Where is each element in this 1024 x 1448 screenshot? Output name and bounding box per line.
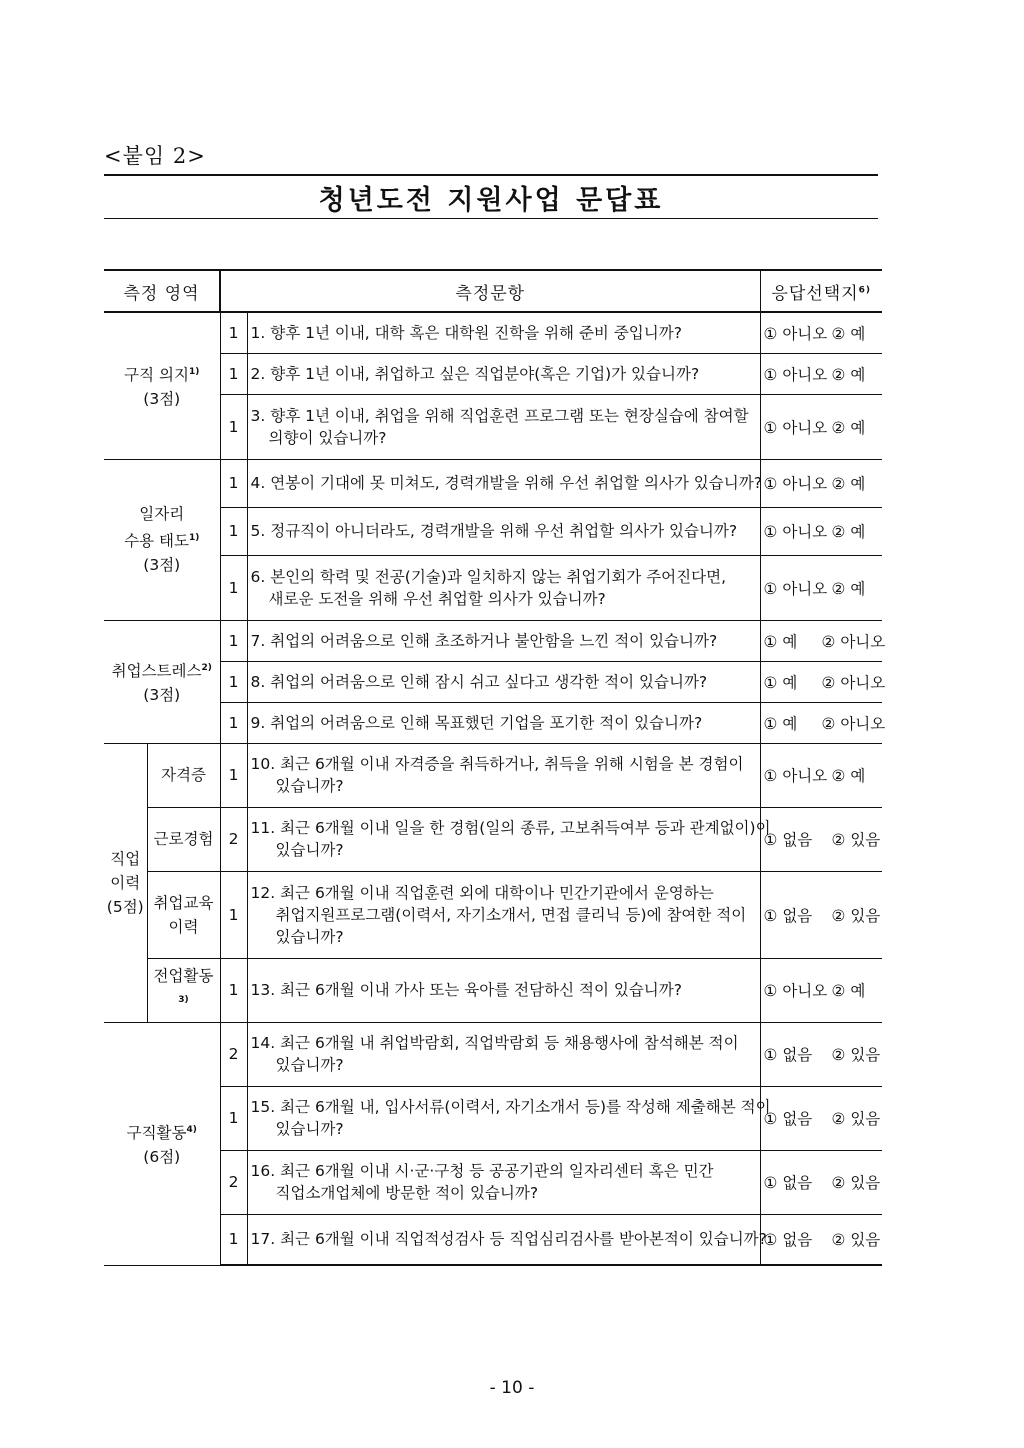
table-row [104,807,882,871]
table-row [104,620,882,661]
score-cell: 1 [220,958,247,1022]
question-cell: 4. 연봉이 기대에 못 미쳐도, 경력개발을 위해 우선 취업할 의사가 있습니까? [247,459,760,507]
sub-area-work-experience: 근로경험 [147,807,220,871]
attachment-label: <붙임 2> [104,144,206,168]
table-row [104,353,882,394]
option-cell: ① 없음 ② 있음 [760,1086,882,1150]
option-cell: ① 없음 ② 있음 [760,1022,882,1086]
area-job-stress: 취업스트레스$^{2)}$ (3점) [104,620,220,743]
question-cell: 5. 정규직이 아니더라도, 경력개발을 위해 우선 취업할 의사가 있습니까? [247,507,760,555]
table-row [104,871,882,958]
title-box [104,174,878,219]
score-cell: 1 [220,1086,247,1150]
header-area: 측정 영역 [104,270,220,312]
option-cell: ① 아니오 ② 예 [760,459,882,507]
option-cell: ① 예 ② 아니오 [760,702,882,743]
question-cell: 1. 향후 1년 이내, 대학 혹은 대학원 진학을 위해 준비 중입니까? [247,312,760,353]
question-cell: 15. 최근 6개월 내, 입사서류(이력서, 자기소개서 등)를 작성해 제출해본 적이 있습니까? [247,1086,760,1150]
questionnaire-table [104,269,886,1266]
option-cell: ① 아니오 ② 예 [760,743,882,807]
question-cell: 3. 향후 1년 이내, 취업을 위해 직업훈련 프로그램 또는 현장실습에 참여할 의향이 있습니까? [247,394,760,459]
table-row [104,743,882,807]
option-cell: ① 없음 ② 있음 [760,871,882,958]
score-cell: 2 [220,1022,247,1086]
question-cell: 9. 취업의 어려움으로 인해 목표했던 기업을 포기한 적이 있습니까? [247,702,760,743]
option-cell: ① 예 ② 아니오 [760,620,882,661]
table-row [104,1086,882,1150]
option-cell: ① 아니오 ② 예 [760,353,882,394]
question-cell: 16. 최근 6개월 이내 시·군·구청 등 공공기관의 일자리센터 혹은 민간 직업소개업체에 방문한 적이 있습니까? [247,1150,760,1214]
table-row [104,459,882,507]
score-cell: 1 [220,353,247,394]
document-title: 청년도전 지원사업 문답표 [318,184,664,216]
option-cell: ① 아니오 ② 예 [760,555,882,620]
table-row [104,555,882,620]
table-row [104,507,882,555]
option-cell: ① 아니오 ② 예 [760,394,882,459]
score-cell: 1 [220,661,247,702]
question-cell: 6. 본인의 학력 및 전공(기술)과 일치하지 않는 취업기회가 주어진다면, 새로운 도전을 위해 우선 취업할 의사가 있습니까? [247,555,760,620]
table-row [104,958,882,1022]
score-cell: 1 [220,394,247,459]
question-cell: 17. 최근 6개월 이내 직업적성검사 등 직업심리검사를 받아본적이 있습니까? [247,1214,760,1265]
question-cell: 14. 최근 6개월 내 취업박람회, 직업박람회 등 채용행사에 참석해본 적이 있습니까? [247,1022,760,1086]
score-cell: 1 [220,1214,247,1265]
option-cell: ① 없음 ② 있음 [760,1214,882,1265]
header-question: 측정문항 [220,270,760,312]
score-cell: 2 [220,807,247,871]
table-row [104,1150,882,1214]
table-row [104,394,882,459]
option-cell: ① 아니오 ② 예 [760,312,882,353]
score-cell: 1 [220,312,247,353]
sub-area-job-education: 취업교육 이력 [147,871,220,958]
table-row [104,702,882,743]
option-cell: ① 예 ② 아니오 [760,661,882,702]
score-cell: 2 [220,1150,247,1214]
question-cell: 13. 최근 6개월 이내 가사 또는 육아를 전담하신 적이 있습니까? [247,958,760,1022]
question-cell: 10. 최근 6개월 이내 자격증을 취득하거나, 취득을 위해 시험을 본 경험이 있습니까? [247,743,760,807]
area-job-acceptance: 일자리 수용 태도$^{1)}$ (3점) [104,459,220,620]
header-options: 응답선택지$^{6)}$ [760,270,882,312]
option-cell: ① 없음 ② 있음 [760,807,882,871]
question-cell: 11. 최근 6개월 이내 일을 한 경험(일의 종류, 고보취득여부 등과 관계없이)이 있습니까? [247,807,760,871]
question-cell: 2. 향후 1년 이내, 취업하고 싶은 직업분야(혹은 기업)가 있습니까? [247,353,760,394]
table-row [104,1022,882,1086]
score-cell: 1 [220,507,247,555]
area-work-history: 직업 이력 (5점) [104,743,147,1022]
score-cell: 1 [220,743,247,807]
sub-area-certificate: 자격증 [147,743,220,807]
table-row [104,1214,882,1265]
question-cell: 8. 취업의 어려움으로 인해 잠시 쉬고 싶다고 생각한 적이 있습니까? [247,661,760,702]
score-cell: 1 [220,555,247,620]
table-row [104,661,882,702]
table-header-row [104,270,882,312]
area-job-search: 구직활동$^{4)}$ (6점) [104,1022,220,1265]
area-job-intent: 구직 의지$^{1)}$ (3점) [104,312,220,459]
sub-area-homemaking: 전업활동 $^{3)}$ [147,958,220,1022]
question-cell: 7. 취업의 어려움으로 인해 초조하거나 불안함을 느낀 적이 있습니까? [247,620,760,661]
option-cell: ① 없음 ② 있음 [760,1150,882,1214]
table-row [104,312,882,353]
score-cell: 1 [220,459,247,507]
page-number: - 10 - [489,1378,535,1398]
option-cell: ① 아니오 ② 예 [760,958,882,1022]
score-cell: 1 [220,702,247,743]
question-cell: 12. 최근 6개월 이내 직업훈련 외에 대학이나 민간기관에서 운영하는 취업지원프로그램(이력서, 자기소개서, 면접 클리닉 등)에 참여한 적이 있습니까? [247,871,760,958]
score-cell: 1 [220,620,247,661]
score-cell: 1 [220,871,247,958]
option-cell: ① 아니오 ② 예 [760,507,882,555]
